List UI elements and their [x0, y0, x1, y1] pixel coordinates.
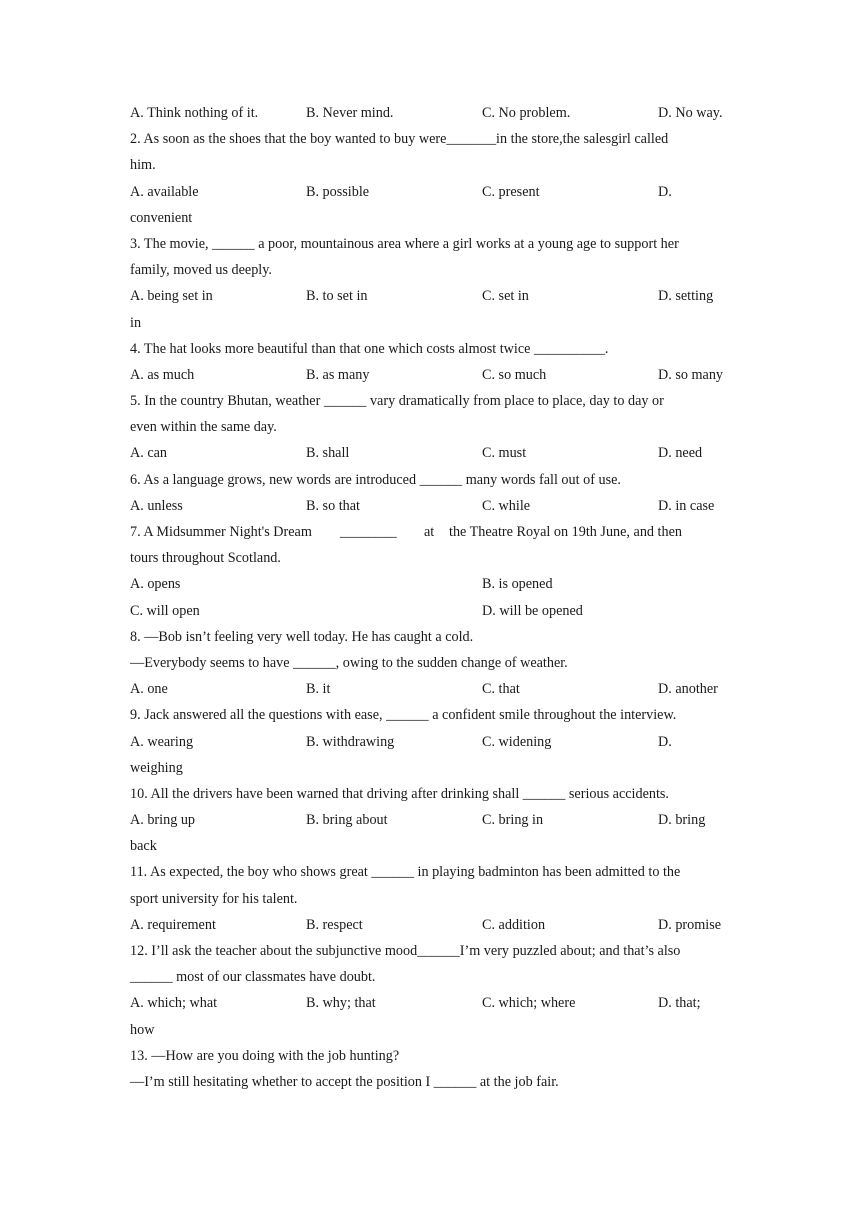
q4-stem-line-1: 4. The hat looks more beautiful than that one which costs almost twice __________.	[130, 340, 609, 357]
q10-option-wrap: back	[130, 838, 157, 855]
q2-options	[130, 179, 730, 205]
q12-option-a: A. which; what	[130, 995, 218, 1012]
q6-options	[130, 493, 730, 519]
q12-option-c: C. which; where	[482, 995, 576, 1012]
q12-options	[130, 990, 730, 1016]
q7-option-a: A. opens	[130, 576, 181, 593]
q9-option-wrap: weighing	[130, 759, 183, 776]
q8-option-a: A. one	[130, 681, 168, 698]
q5-option-d: D. need	[658, 445, 703, 462]
q9-option-a: A. wearing	[130, 733, 194, 750]
q3-option-c: C. set in	[482, 288, 529, 305]
q8-option-b: B. it	[306, 681, 331, 698]
q8-option-d: D. another	[658, 681, 718, 698]
q2-option-c: C. present	[482, 183, 540, 200]
q10-option-a: A. bring up	[130, 812, 196, 829]
q13-stem-line-1: 13. —How are you doing with the job hunting?	[130, 1047, 400, 1064]
q12-stem-line-2: ______ most of our classmates have doubt.	[130, 969, 376, 986]
q1-option-a: A. Think nothing of it.	[130, 105, 259, 121]
q4-option-a: A. as much	[130, 366, 195, 383]
q7-option-d: D. will be opened	[482, 602, 583, 619]
q3-options	[130, 283, 730, 309]
q5-option-b: B. shall	[306, 445, 350, 462]
q13-stem-line-2: —I’m still hesitating whether to accept the position I ______ at the job fair.	[130, 1073, 559, 1090]
q3-stem-line-2: family, moved us deeply.	[130, 262, 272, 279]
q11-options	[130, 912, 730, 938]
q4-option-c: C. so much	[482, 366, 547, 383]
q8-stem-line-2: —Everybody seems to have ______, owing to the sudden change of weather.	[130, 654, 568, 671]
q10-option-c: C. bring in	[482, 812, 544, 829]
q7-stem-title: 7. A Midsummer Night's Dream	[130, 524, 312, 540]
q12-option-d: D. that;	[658, 995, 701, 1012]
q1-option-c: C. No problem.	[482, 105, 571, 121]
q5-option-a: A. can	[130, 445, 168, 462]
q2-option-wrap: convenient	[130, 209, 193, 226]
q6-option-a: A. unless	[130, 497, 183, 514]
q4-option-b: B. as many	[306, 366, 370, 383]
q4-options	[130, 362, 730, 388]
q8-stem-line-1: 8. —Bob isn’t feeling very well today. He has caught a cold.	[130, 628, 474, 645]
q7-options-row-1	[130, 571, 730, 597]
q11-stem-line-2: sport university for his talent.	[130, 890, 298, 907]
q10-option-b: B. bring about	[306, 812, 388, 829]
q6-option-c: C. while	[482, 497, 531, 514]
q2-option-d: D.	[658, 183, 672, 200]
q6-option-d: D. in case	[658, 497, 715, 514]
q7-stem-blank: ________	[340, 524, 397, 540]
q1-option-b: B. Never mind.	[306, 105, 394, 121]
q12-option-wrap: how	[130, 1021, 155, 1038]
q7-stem-rest: the Theatre Royal on 19th June, and then	[449, 524, 682, 540]
q7-option-c: C. will open	[130, 602, 200, 619]
q9-option-b: B. withdrawing	[306, 733, 395, 750]
q10-option-d: D. bring	[658, 812, 706, 829]
q6-stem-line-1: 6. As a language grows, new words are introduced ______ many words fall out of use.	[130, 471, 621, 488]
q3-stem-line-1: 3. The movie, ______ a poor, mountainous area where a girl works at a young age to support her	[130, 235, 679, 252]
q3-option-a: A. being set in	[130, 288, 213, 305]
q11-stem-line-1: 11. As expected, the boy who shows great ______ in playing badminton has been admitted to the	[130, 864, 681, 881]
q9-option-d: D.	[658, 733, 672, 750]
q3-option-b: B. to set in	[306, 288, 368, 305]
q7-stem-at: at	[424, 524, 435, 540]
q4-option-d: D. so many	[658, 366, 724, 383]
q2-stem-line-1: 2. As soon as the shoes that the boy wanted to buy were_______in the store,the salesgirl called	[130, 131, 669, 148]
q3-option-wrap: in	[130, 314, 142, 331]
q7-option-b: B. is opened	[482, 576, 553, 593]
q9-option-c: C. widening	[482, 733, 552, 750]
q2-option-b: B. possible	[306, 183, 370, 200]
q1-options	[130, 100, 730, 126]
q5-stem-line-2: even within the same day.	[130, 419, 277, 436]
q12-stem-line-1: 12. I’ll ask the teacher about the subjunctive mood______I’m very puzzled about; and that’s also	[130, 943, 681, 959]
q11-option-a: A. requirement	[130, 916, 216, 933]
q11-option-c: C. addition	[482, 916, 546, 933]
q9-stem-line-1: 9. Jack answered all the questions with ease, ______ a confident smile throughout the interview.	[130, 707, 677, 724]
q8-options	[130, 676, 730, 702]
q5-options	[130, 440, 730, 466]
q9-options	[130, 729, 730, 755]
q7-stem-line-2: tours throughout Scotland.	[130, 550, 281, 567]
q5-stem-line-1: 5. In the country Bhutan, weather ______ vary dramatically from place to place, day to day or	[130, 393, 664, 410]
q3-option-d: D. setting	[658, 288, 714, 305]
q7-stem-line-1	[130, 519, 730, 545]
q10-options	[130, 807, 730, 833]
q10-stem-line-1: 10. All the drivers have been warned that driving after drinking shall ______ serious accidents.	[130, 785, 669, 802]
q2-stem-line-2: him.	[130, 157, 156, 174]
q11-option-b: B. respect	[306, 916, 363, 933]
q12-option-b: B. why; that	[306, 995, 376, 1012]
q6-option-b: B. so that	[306, 497, 360, 514]
exam-page	[130, 100, 730, 1095]
q11-option-d: D. promise	[658, 916, 722, 933]
q5-option-c: C. must	[482, 445, 527, 462]
q7-options-row-2	[130, 598, 730, 624]
q8-option-c: C. that	[482, 681, 520, 698]
q2-option-a: A. available	[130, 183, 199, 200]
q1-option-d: D. No way.	[658, 105, 723, 121]
